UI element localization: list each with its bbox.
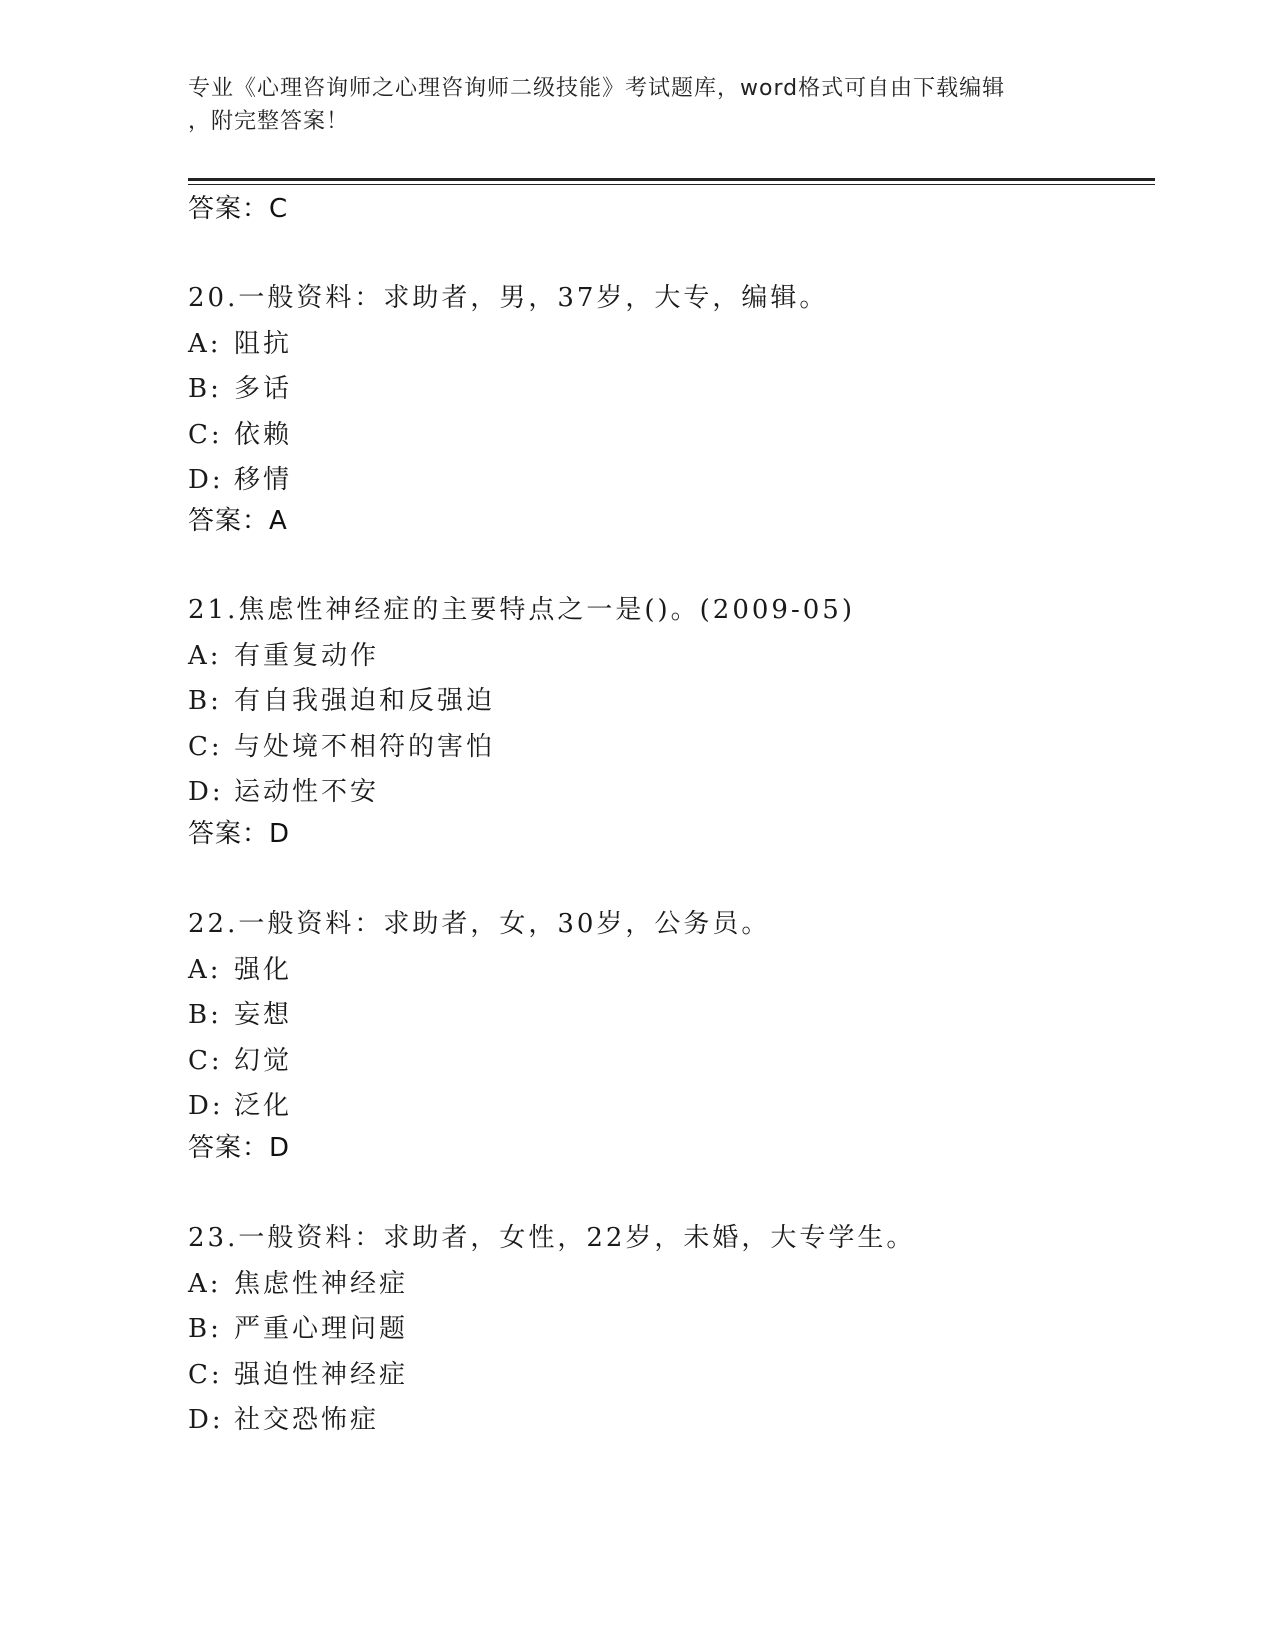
- question-20: [188, 276, 1148, 504]
- option-b: [188, 367, 1148, 413]
- option-text: 强迫性神经症: [234, 1359, 409, 1390]
- option-text: 运动性不安: [234, 777, 380, 807]
- option-c: [188, 1353, 1148, 1399]
- answer-value: D: [269, 819, 291, 849]
- option-letter: A:: [188, 640, 222, 671]
- option-c: [188, 413, 1148, 459]
- option-a: [188, 322, 1148, 368]
- answer-line-21: [188, 817, 290, 851]
- header-divider-thin: [188, 184, 1155, 185]
- option-text: 阻抗: [234, 328, 293, 359]
- answer-prefix: 答案：: [188, 506, 270, 536]
- option-letter: B:: [188, 374, 222, 404]
- answer-prefix: 答案：: [188, 194, 270, 224]
- option-letter: D:: [188, 1405, 224, 1435]
- option-a: [188, 1262, 1148, 1308]
- option-b: [188, 1307, 1148, 1353]
- option-a: [188, 948, 1148, 994]
- option-letter: B:: [188, 686, 222, 716]
- option-text: 焦虑性神经症: [234, 1268, 409, 1299]
- option-text: 多话: [234, 374, 293, 404]
- option-d: [188, 458, 1148, 504]
- option-letter: C:: [188, 731, 223, 762]
- answer-value: D: [269, 1133, 291, 1163]
- option-letter: A:: [188, 954, 222, 985]
- answer-line-22: [188, 1131, 290, 1165]
- option-text: 有重复动作: [234, 640, 380, 671]
- answer-value: A: [269, 506, 288, 536]
- option-text: 强化: [234, 954, 293, 985]
- answer-line-20: [188, 504, 288, 538]
- option-text: 妄想: [234, 1000, 293, 1030]
- answer-value: C: [269, 194, 289, 224]
- option-d: [188, 1398, 1148, 1444]
- question-23: [188, 1216, 1148, 1444]
- option-letter: B:: [188, 1000, 222, 1030]
- option-text: 泛化: [234, 1091, 293, 1121]
- option-c: [188, 1039, 1148, 1085]
- answer-prefix: 答案：: [188, 819, 270, 849]
- question-stem: 23.一般资料：求助者，女性，22岁，未婚，大专学生。: [188, 1223, 916, 1253]
- question-stem: 21.焦虑性神经症的主要特点之一是()。(2009-05): [188, 595, 855, 625]
- option-text: 幻觉: [234, 1045, 293, 1076]
- option-text: 社交恐怖症: [234, 1405, 380, 1435]
- document-header: [188, 72, 1068, 138]
- question-stem: 20.一般资料：求助者，男，37岁，大专，编辑。: [188, 283, 829, 313]
- option-letter: D:: [188, 465, 224, 495]
- option-c: [188, 725, 1148, 771]
- option-letter: A:: [188, 328, 222, 359]
- option-letter: B:: [188, 1314, 222, 1344]
- question-21: [188, 588, 1148, 816]
- header-subtitle-line: ，附完整答案！: [188, 109, 350, 134]
- option-text: 移情: [234, 465, 293, 495]
- option-d: [188, 1084, 1148, 1130]
- option-letter: A:: [188, 1268, 222, 1299]
- question-stem: 22.一般资料：求助者，女，30岁，公务员。: [188, 909, 771, 939]
- option-text: 依赖: [234, 419, 293, 450]
- header-divider-thick: [188, 178, 1155, 181]
- answer-prefix: 答案：: [188, 1133, 270, 1163]
- option-text: 有自我强迫和反强迫: [234, 686, 496, 716]
- option-letter: C:: [188, 1045, 223, 1076]
- option-text: 严重心理问题: [234, 1314, 409, 1344]
- option-b: [188, 679, 1148, 725]
- question-22: [188, 902, 1148, 1130]
- option-b: [188, 993, 1148, 1039]
- header-title-line: 专业《心理咨询师之心理咨询师二级技能》考试题库，word格式可自由下载编辑: [188, 76, 1006, 101]
- option-letter: D:: [188, 777, 224, 807]
- option-a: [188, 634, 1148, 680]
- option-letter: D:: [188, 1091, 224, 1121]
- option-d: [188, 770, 1148, 816]
- option-text: 与处境不相符的害怕: [234, 731, 496, 762]
- answer-line-19: [188, 192, 288, 226]
- option-letter: C:: [188, 1359, 223, 1390]
- option-letter: C:: [188, 419, 223, 450]
